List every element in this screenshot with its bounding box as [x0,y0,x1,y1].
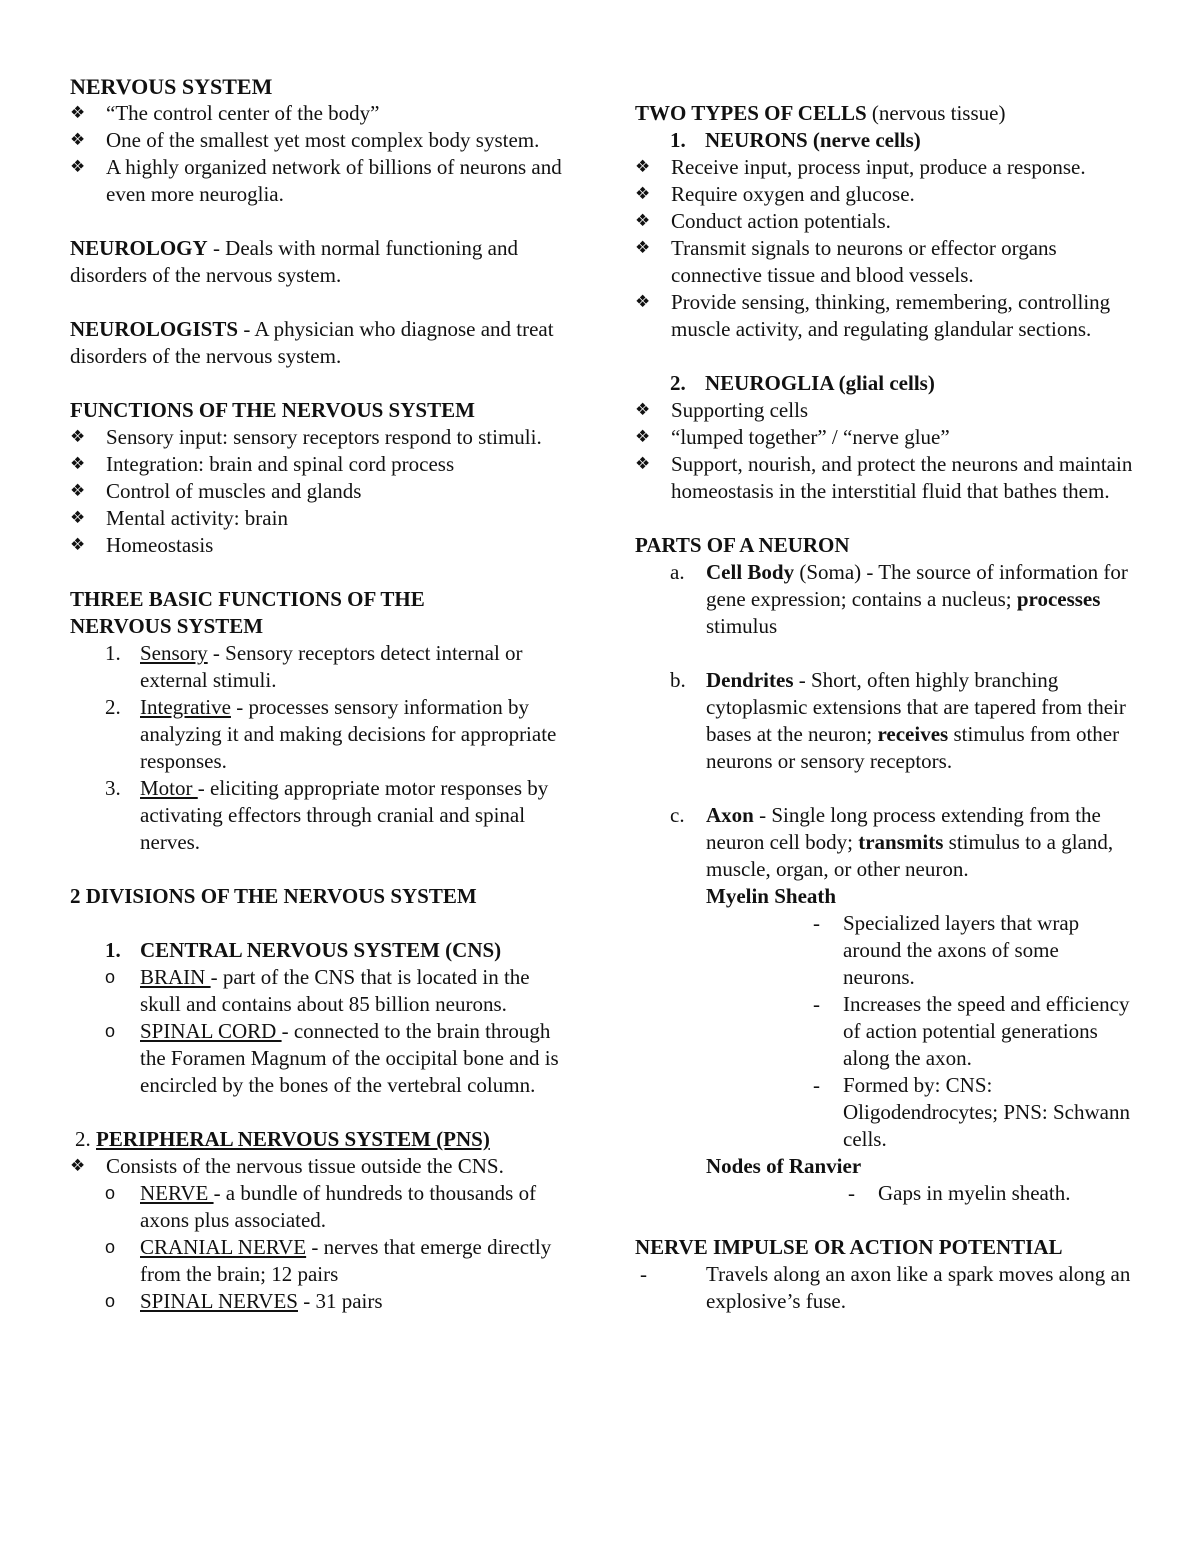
part-cell-body: a. Cell Body (Soma) - The source of information for gene expression; contains a nucleus; processes stimulus [670,560,1128,638]
impulse-heading: NERVE IMPULSE OR ACTION POTENTIAL [635,1235,1063,1259]
functions-heading: FUNCTIONS OF THE NERVOUS SYSTEM [70,398,475,422]
circle-bullet-icon: o [105,1237,116,1257]
neuron-item: ❖ Transmit signals to neurons or effector organs connective tissue and blood vessels. [635,236,1057,287]
diamond-bullet-icon: ❖ [70,535,86,555]
diamond-bullet-icon: ❖ [70,157,86,177]
dash-bullet-icon: - [813,911,820,935]
diamond-bullet-icon: ❖ [635,292,651,312]
neurons-heading: 1. NEURONS (nerve cells) [670,128,921,152]
pns-sub-item: o SPINAL NERVES - 31 pairs [105,1289,383,1313]
pns-sub-item: o NERVE - a bundle of hundreds to thousands of axons plus associated. [105,1181,537,1232]
part-dendrites: b. Dendrites - Short, often highly branching cytoplasmic extensions that are tapered from their bases at the neuron; receives stimulus from other neurons or sensory receptors. [670,668,1126,773]
diamond-bullet-icon: ❖ [635,427,651,447]
impulse-item: - Travels along an axon like a spark moves along an explosive’s fuse. [635,1261,1135,1315]
dash-bullet-icon: - [813,1073,820,1097]
circle-bullet-icon: o [105,1183,116,1203]
diamond-bullet-icon: ❖ [635,211,651,231]
three-functions-heading: THREE BASIC FUNCTIONS OF THE NERVOUS SYSTEM [70,587,425,638]
three-function-item: 1. Sensory - Sensory receptors detect internal or external stimuli. [105,641,523,692]
right-column [635,100,1135,1315]
dash-bullet-icon: - [640,1262,647,1286]
ranvier-item: - Gaps in myelin sheath. [848,1181,1071,1205]
cns-item: o SPINAL CORD - connected to the brain through the Foramen Magnum of the occipital bone and is encircled by the bones of the vertebral column. [105,1019,559,1097]
neurology-definition: NEUROLOGY - Deals with normal functioning and disorders of the nervous system. [70,236,518,287]
myelin-item: - Increases the speed and efficiency of action potential generations along the axon. [813,992,1130,1070]
diamond-bullet-icon: ❖ [70,130,86,150]
cns-item: o BRAIN - part of the CNS that is located in the skull and contains about 85 billion neurons. [105,965,530,1016]
circle-bullet-icon: o [105,1021,116,1041]
diamond-bullet-icon: ❖ [70,481,86,501]
neuroglia-item: ❖ Supporting cells [635,398,809,422]
left-column [70,73,575,1315]
diamond-bullet-icon: ❖ [70,454,86,474]
neuron-item: ❖ Receive input, process input, produce a response. [635,155,1086,179]
diamond-bullet-icon: ❖ [635,454,651,474]
intro-item: ❖ One of the smallest yet most complex body system. [70,128,540,152]
function-item: ❖ Control of muscles and glands [70,479,362,503]
diamond-bullet-icon: ❖ [70,427,86,447]
intro-item: ❖ A highly organized network of billions of neurons and even more neuroglia. [70,155,562,206]
part-axon: c. Axon - Single long process extending from the neuron cell body; transmits stimulus to a gland, muscle, organ, or other neuron. [670,803,1114,881]
ranvier-heading: Nodes of Ranvier [706,1154,862,1178]
diamond-bullet-icon: ❖ [70,103,86,123]
divisions-heading: 2 DIVISIONS OF THE NERVOUS SYSTEM [70,884,477,908]
pns-heading: 2. PERIPHERAL NERVOUS SYSTEM (PNS) [75,1127,490,1151]
intro-item: ❖ “The control center of the body” [70,101,380,125]
function-item: ❖ Mental activity: brain [70,506,288,530]
neuron-item: ❖ Conduct action potentials. [635,209,891,233]
diamond-bullet-icon: ❖ [70,1156,86,1176]
three-function-item: 2. Integrative - processes sensory information by analyzing it and making decisions for appropriate responses. [105,695,557,773]
neurologists-definition: NEUROLOGISTS - A physician who diagnose and treat disorders of the nervous system. [70,317,554,368]
dash-bullet-icon: - [848,1181,855,1205]
page-title: NERVOUS SYSTEM [70,74,273,99]
diamond-bullet-icon: ❖ [635,157,651,177]
three-function-item: 3. Motor - eliciting appropriate motor responses by activating effectors through cranial and spinal nerves. [105,776,549,854]
function-item: ❖ Homeostasis [70,533,214,557]
parts-heading: PARTS OF A NEURON [635,533,850,557]
pns-item: ❖ Consists of the nervous tissue outside the CNS. [70,1154,504,1178]
diamond-bullet-icon: ❖ [70,508,86,528]
myelin-item: - Formed by: CNS: Oligodendrocytes; PNS: Schwann cells. [813,1073,1130,1151]
cell-types-heading: TWO TYPES OF CELLS (nervous tissue) [635,101,1006,125]
neuron-item: ❖ Require oxygen and glucose. [635,182,915,206]
neuroglia-item: ❖ “lumped together” / “nerve glue” [635,425,950,449]
function-item: ❖ Integration: brain and spinal cord process [70,452,455,476]
neuroglia-heading: 2. NEUROGLIA (glial cells) [670,371,935,395]
diamond-bullet-icon: ❖ [635,238,651,258]
pns-sub-item: o CRANIAL NERVE - nerves that emerge directly from the brain; 12 pairs [105,1235,552,1286]
circle-bullet-icon: o [105,967,116,987]
myelin-heading: Myelin Sheath [706,884,837,908]
dash-bullet-icon: - [813,992,820,1016]
circle-bullet-icon: o [105,1291,116,1311]
diamond-bullet-icon: ❖ [635,184,651,204]
neuron-item: ❖ Provide sensing, thinking, remembering, controlling muscle activity, and regulating glandular sections. [635,290,1111,341]
function-item: ❖ Sensory input: sensory receptors respond to stimuli. [70,425,542,449]
cns-heading: 1. CENTRAL NERVOUS SYSTEM (CNS) [105,938,502,962]
diamond-bullet-icon: ❖ [635,400,651,420]
neuroglia-item: ❖ Support, nourish, and protect the neurons and maintain homeostasis in the interstitial fluid that bathes them. [635,452,1133,503]
myelin-item: - Specialized layers that wrap around the axons of some neurons. [813,911,1080,989]
